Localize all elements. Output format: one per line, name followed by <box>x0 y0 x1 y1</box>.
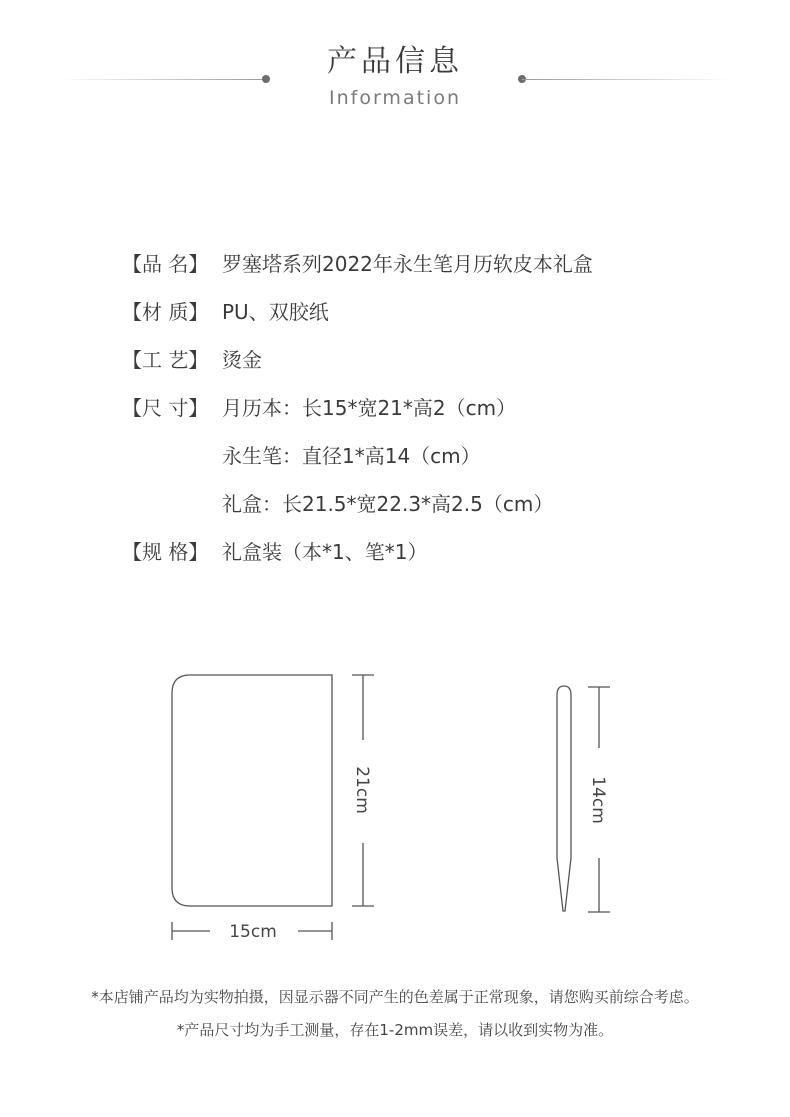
spec-value: 烫金 <box>222 348 262 372</box>
spec-label: 【工 艺】 <box>122 348 209 372</box>
disclaimer-color: *本店铺产品均为实物拍摄，因显示器不同产生的色差属于正常现象，请您购买前综合考虑。 <box>91 988 699 1006</box>
spec-value: 礼盒装（本*1、笔*1） <box>222 540 428 564</box>
notebook-width-label: 15cm <box>229 922 277 942</box>
disclaimer-size: *产品尺寸均为手工测量，存在1-2mm误差，请以收到实物为准。 <box>176 1021 614 1039</box>
spec-value: 永生笔：直径1*高14（cm） <box>222 444 481 468</box>
notebook-height-label: 21cm <box>352 766 372 814</box>
spec-label: 【尺 寸】 <box>122 396 209 420</box>
spec-value: 罗塞塔系列2022年永生笔月历软皮本礼盒 <box>222 252 593 276</box>
pen-outline <box>557 686 571 911</box>
spec-value: 月历本：长15*宽21*高2（cm） <box>222 396 517 420</box>
spec-label: 【材 质】 <box>122 300 209 324</box>
spec-value: PU、双胶纸 <box>222 300 329 324</box>
spec-label: 【规 格】 <box>122 540 209 564</box>
notebook-outline <box>172 675 332 906</box>
pen-height-label: 14cm <box>588 776 608 824</box>
page-subtitle: Information <box>329 87 461 109</box>
spec-value: 礼盒：长21.5*宽22.3*高2.5（cm） <box>222 492 554 516</box>
spec-label: 【品 名】 <box>122 252 209 276</box>
page-title: 产品信息 <box>327 44 463 79</box>
